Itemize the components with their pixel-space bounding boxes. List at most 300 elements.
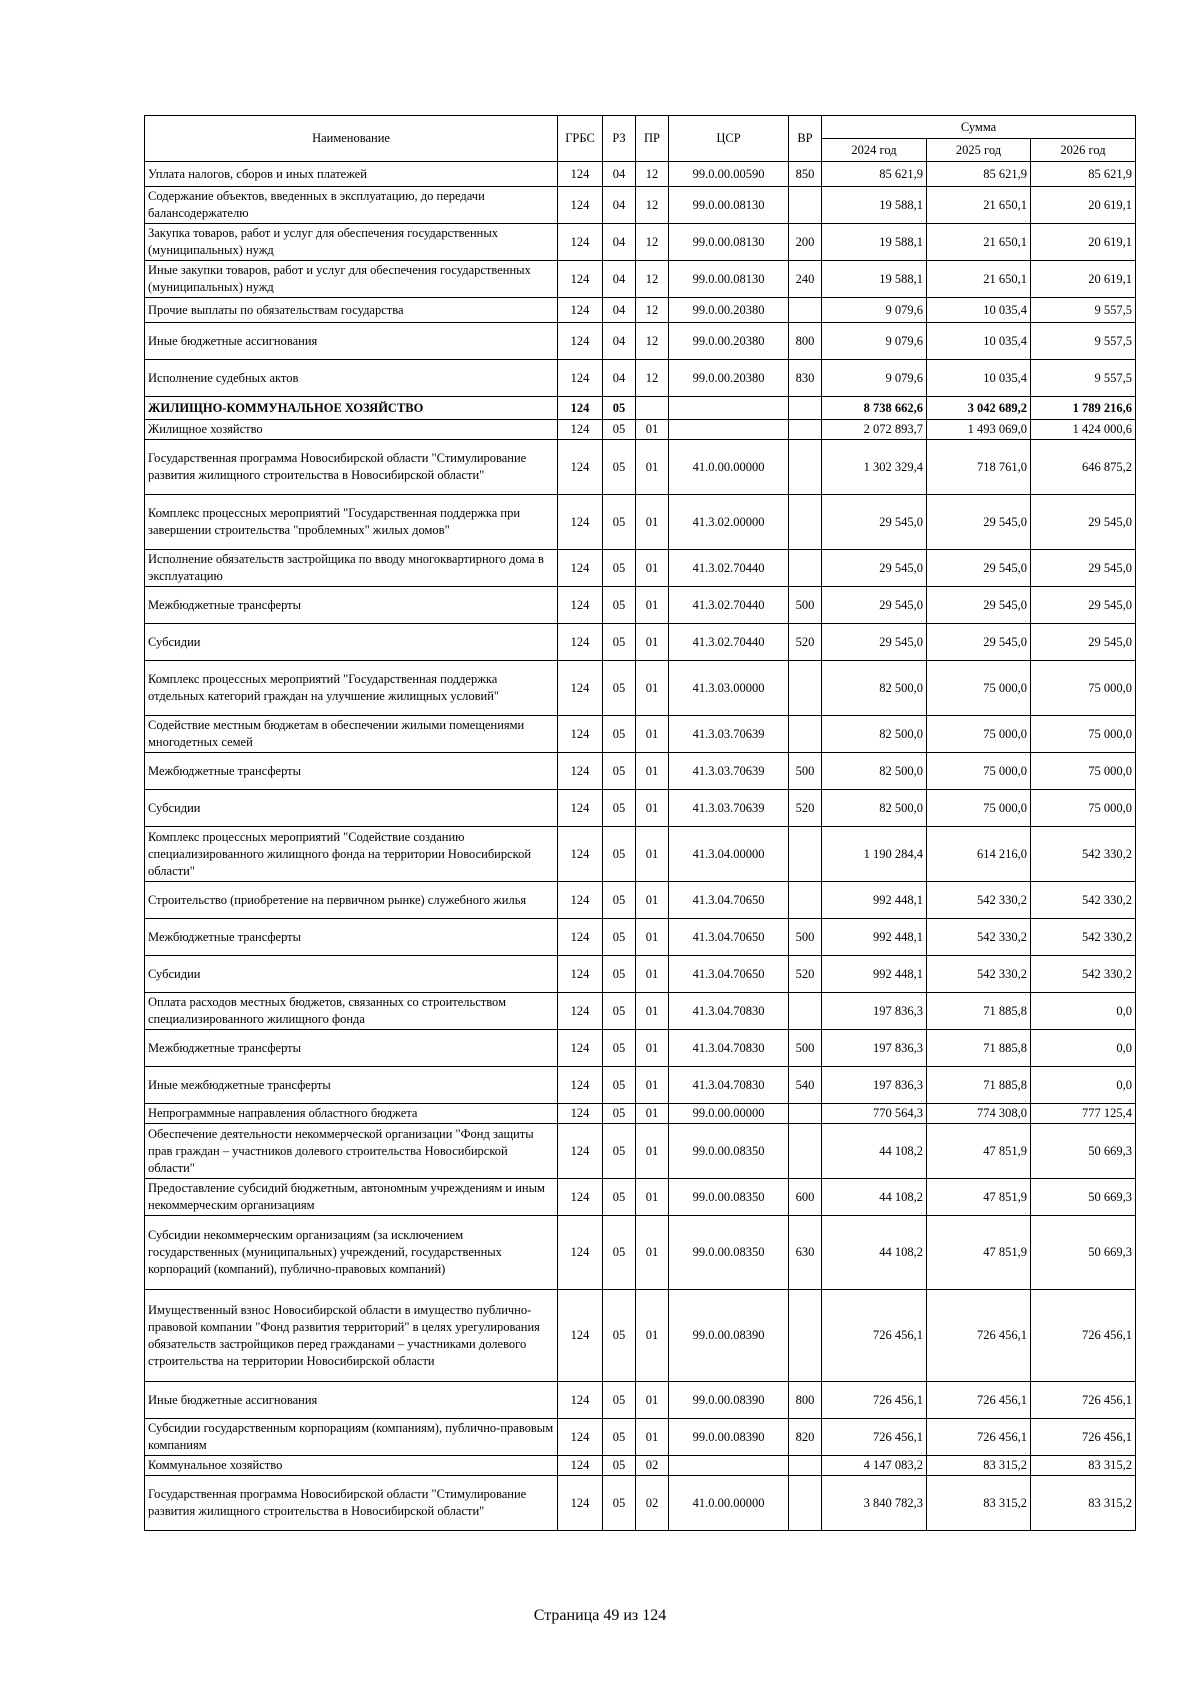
- row-rz: 05: [603, 1290, 636, 1382]
- row-sum-2024: 29 545,0: [822, 624, 927, 661]
- page-number: Страница 49 из 124: [533, 1607, 667, 1624]
- row-rz: 05: [603, 1124, 636, 1179]
- row-sum-2024: 29 545,0: [822, 550, 927, 587]
- table-row: [145, 162, 1136, 187]
- row-grbs: 124: [558, 1419, 603, 1456]
- row-vr: 800: [789, 323, 822, 360]
- row-name: Непрограммные направления областного бюджета: [145, 1104, 558, 1124]
- row-sum-2025: 726 456,1: [927, 1290, 1031, 1382]
- row-csr: 99.0.00.20380: [669, 298, 789, 323]
- row-sum-2026: 9 557,5: [1031, 323, 1136, 360]
- row-sum-2025: 10 035,4: [927, 323, 1031, 360]
- table-row: [145, 790, 1136, 827]
- row-sum-2026: 83 315,2: [1031, 1456, 1136, 1476]
- row-rz: 04: [603, 360, 636, 397]
- row-vr: [789, 1124, 822, 1179]
- row-rz: 04: [603, 162, 636, 187]
- row-pr: 12: [636, 298, 669, 323]
- row-pr: 12: [636, 261, 669, 298]
- row-pr: 01: [636, 993, 669, 1030]
- row-sum-2025: 21 650,1: [927, 224, 1031, 261]
- row-pr: 01: [636, 661, 669, 716]
- row-sum-2024: 9 079,6: [822, 323, 927, 360]
- row-sum-2026: 75 000,0: [1031, 753, 1136, 790]
- row-pr: 01: [636, 919, 669, 956]
- row-csr: 99.0.00.08130: [669, 261, 789, 298]
- row-sum-2026: 646 875,2: [1031, 440, 1136, 495]
- table-row: [145, 753, 1136, 790]
- row-rz: 04: [603, 224, 636, 261]
- row-sum-2025: 21 650,1: [927, 261, 1031, 298]
- row-sum-2026: 83 315,2: [1031, 1476, 1136, 1531]
- row-sum-2026: 726 456,1: [1031, 1290, 1136, 1382]
- row-pr: 01: [636, 1030, 669, 1067]
- row-rz: 05: [603, 1476, 636, 1531]
- row-csr: 41.3.04.70650: [669, 956, 789, 993]
- row-sum-2026: 0,0: [1031, 993, 1136, 1030]
- row-csr: 99.0.00.08350: [669, 1179, 789, 1216]
- header-name: Наименование: [145, 116, 558, 162]
- row-pr: 01: [636, 440, 669, 495]
- row-sum-2025: 542 330,2: [927, 956, 1031, 993]
- row-name: Комплекс процессных мероприятий "Государственная поддержка при завершении строительства "проблемных" жилых домов": [145, 495, 558, 550]
- row-sum-2026: 50 669,3: [1031, 1124, 1136, 1179]
- row-vr: 850: [789, 162, 822, 187]
- row-sum-2025: 726 456,1: [927, 1419, 1031, 1456]
- row-rz: 04: [603, 187, 636, 224]
- row-name: Жилищное хозяйство: [145, 420, 558, 440]
- table-row: [145, 187, 1136, 224]
- row-grbs: 124: [558, 956, 603, 993]
- table-row: [145, 420, 1136, 440]
- row-rz: 05: [603, 919, 636, 956]
- row-name: Субсидии некоммерческим организациям (за исключением государственных (муниципальных) учреждений, государственных корпораций (компаний), публично-правовых компаний): [145, 1216, 558, 1290]
- row-pr: 02: [636, 1476, 669, 1531]
- row-csr: 41.3.04.70830: [669, 1030, 789, 1067]
- row-grbs: 124: [558, 1030, 603, 1067]
- row-vr: [789, 1476, 822, 1531]
- row-sum-2025: 718 761,0: [927, 440, 1031, 495]
- row-sum-2024: 82 500,0: [822, 753, 927, 790]
- header-2025: 2025 год: [927, 139, 1031, 162]
- header-2024: 2024 год: [822, 139, 927, 162]
- row-sum-2025: 75 000,0: [927, 753, 1031, 790]
- row-sum-2024: 44 108,2: [822, 1179, 927, 1216]
- row-sum-2026: 1 789 216,6: [1031, 397, 1136, 420]
- row-grbs: 124: [558, 360, 603, 397]
- row-csr: 99.0.00.08390: [669, 1290, 789, 1382]
- row-name: Государственная программа Новосибирской области "Стимулирование развития жилищного строительства в Новосибирской области": [145, 440, 558, 495]
- row-grbs: 124: [558, 323, 603, 360]
- row-csr: 41.3.02.70440: [669, 550, 789, 587]
- row-rz: 05: [603, 1382, 636, 1419]
- row-csr: 41.3.04.70830: [669, 993, 789, 1030]
- table-row: [145, 224, 1136, 261]
- row-csr: 99.0.00.08130: [669, 224, 789, 261]
- row-sum-2025: 1 493 069,0: [927, 420, 1031, 440]
- row-rz: 05: [603, 495, 636, 550]
- row-vr: 520: [789, 624, 822, 661]
- table-header: [145, 116, 1136, 162]
- row-sum-2025: 75 000,0: [927, 661, 1031, 716]
- row-sum-2024: 992 448,1: [822, 956, 927, 993]
- row-name: Предоставление субсидий бюджетным, автономным учреждениям и иным некоммерческим организациям: [145, 1179, 558, 1216]
- row-grbs: 124: [558, 1179, 603, 1216]
- row-pr: 01: [636, 716, 669, 753]
- row-csr: 99.0.00.08350: [669, 1124, 789, 1179]
- row-sum-2024: 19 588,1: [822, 187, 927, 224]
- row-grbs: 124: [558, 397, 603, 420]
- row-sum-2024: 29 545,0: [822, 587, 927, 624]
- row-grbs: 124: [558, 827, 603, 882]
- row-csr: [669, 420, 789, 440]
- row-rz: 05: [603, 1067, 636, 1104]
- row-sum-2025: 29 545,0: [927, 587, 1031, 624]
- row-rz: 05: [603, 1216, 636, 1290]
- row-vr: 500: [789, 919, 822, 956]
- row-sum-2024: 3 840 782,3: [822, 1476, 927, 1531]
- row-sum-2026: 75 000,0: [1031, 661, 1136, 716]
- row-vr: 500: [789, 587, 822, 624]
- row-csr: 99.0.00.08390: [669, 1419, 789, 1456]
- row-grbs: 124: [558, 261, 603, 298]
- row-sum-2025: 542 330,2: [927, 882, 1031, 919]
- row-sum-2024: 197 836,3: [822, 1030, 927, 1067]
- row-sum-2025: 85 621,9: [927, 162, 1031, 187]
- row-vr: 520: [789, 956, 822, 993]
- row-rz: 04: [603, 298, 636, 323]
- row-sum-2026: 20 619,1: [1031, 224, 1136, 261]
- row-rz: 05: [603, 827, 636, 882]
- row-grbs: 124: [558, 440, 603, 495]
- table-row: [145, 1216, 1136, 1290]
- row-vr: 800: [789, 1382, 822, 1419]
- row-sum-2024: 82 500,0: [822, 716, 927, 753]
- row-vr: [789, 298, 822, 323]
- budget-table: [144, 115, 1136, 1531]
- table-row: [145, 882, 1136, 919]
- row-vr: [789, 716, 822, 753]
- row-name: Закупка товаров, работ и услуг для обеспечения государственных (муниципальных) нужд: [145, 224, 558, 261]
- row-sum-2026: 29 545,0: [1031, 624, 1136, 661]
- row-pr: 01: [636, 495, 669, 550]
- row-sum-2026: 9 557,5: [1031, 360, 1136, 397]
- row-sum-2026: 0,0: [1031, 1030, 1136, 1067]
- row-name: Государственная программа Новосибирской области "Стимулирование развития жилищного строительства в Новосибирской области": [145, 1476, 558, 1531]
- header-grbs: ГРБС: [558, 116, 603, 162]
- table-row: [145, 716, 1136, 753]
- row-sum-2025: 10 035,4: [927, 298, 1031, 323]
- row-sum-2026: 20 619,1: [1031, 187, 1136, 224]
- row-csr: 41.3.02.70440: [669, 624, 789, 661]
- table-row: [145, 550, 1136, 587]
- table-row: [145, 440, 1136, 495]
- row-sum-2024: 726 456,1: [822, 1382, 927, 1419]
- row-rz: 05: [603, 420, 636, 440]
- table-row: [145, 1067, 1136, 1104]
- row-sum-2024: 85 621,9: [822, 162, 927, 187]
- row-csr: 41.3.04.00000: [669, 827, 789, 882]
- row-sum-2025: 71 885,8: [927, 993, 1031, 1030]
- row-vr: [789, 882, 822, 919]
- table-row: [145, 1476, 1136, 1531]
- row-vr: 520: [789, 790, 822, 827]
- table-row: [145, 587, 1136, 624]
- row-pr: 01: [636, 1290, 669, 1382]
- row-sum-2026: 75 000,0: [1031, 790, 1136, 827]
- row-sum-2025: 75 000,0: [927, 790, 1031, 827]
- row-sum-2026: 726 456,1: [1031, 1382, 1136, 1419]
- row-sum-2025: 726 456,1: [927, 1382, 1031, 1419]
- row-grbs: 124: [558, 298, 603, 323]
- row-sum-2025: 542 330,2: [927, 919, 1031, 956]
- row-vr: 820: [789, 1419, 822, 1456]
- row-pr: 12: [636, 162, 669, 187]
- table-row: [145, 624, 1136, 661]
- row-rz: 05: [603, 587, 636, 624]
- row-sum-2026: 777 125,4: [1031, 1104, 1136, 1124]
- row-pr: 01: [636, 753, 669, 790]
- row-name: Содержание объектов, введенных в эксплуатацию, до передачи балансодержателю: [145, 187, 558, 224]
- row-grbs: 124: [558, 882, 603, 919]
- row-csr: 41.3.02.70440: [669, 587, 789, 624]
- table-row: [145, 1179, 1136, 1216]
- row-sum-2025: 10 035,4: [927, 360, 1031, 397]
- row-csr: [669, 397, 789, 420]
- row-csr: 99.0.00.20380: [669, 360, 789, 397]
- row-grbs: 124: [558, 162, 603, 187]
- row-pr: 01: [636, 790, 669, 827]
- row-name: Межбюджетные трансферты: [145, 587, 558, 624]
- row-sum-2026: 29 545,0: [1031, 550, 1136, 587]
- row-csr: 41.0.00.00000: [669, 1476, 789, 1531]
- row-name: Уплата налогов, сборов и иных платежей: [145, 162, 558, 187]
- table-row: [145, 1030, 1136, 1067]
- row-rz: 05: [603, 1179, 636, 1216]
- row-rz: 05: [603, 1104, 636, 1124]
- row-sum-2024: 992 448,1: [822, 919, 927, 956]
- row-rz: 05: [603, 661, 636, 716]
- row-name: Субсидии государственным корпорациям (компаниям), публично-правовым компаниям: [145, 1419, 558, 1456]
- row-grbs: 124: [558, 587, 603, 624]
- row-rz: 05: [603, 882, 636, 919]
- header-pr: ПР: [636, 116, 669, 162]
- row-sum-2026: 542 330,2: [1031, 827, 1136, 882]
- row-sum-2024: 2 072 893,7: [822, 420, 927, 440]
- table-row: [145, 360, 1136, 397]
- row-sum-2025: 47 851,9: [927, 1179, 1031, 1216]
- row-sum-2026: 542 330,2: [1031, 956, 1136, 993]
- row-vr: [789, 397, 822, 420]
- row-csr: 41.3.02.00000: [669, 495, 789, 550]
- row-vr: 500: [789, 753, 822, 790]
- row-name: Иные закупки товаров, работ и услуг для обеспечения государственных (муниципальных) нужд: [145, 261, 558, 298]
- row-vr: [789, 440, 822, 495]
- row-rz: 05: [603, 753, 636, 790]
- row-vr: [789, 827, 822, 882]
- row-pr: 01: [636, 1124, 669, 1179]
- row-vr: 830: [789, 360, 822, 397]
- row-csr: 41.3.04.70830: [669, 1067, 789, 1104]
- table-row: [145, 956, 1136, 993]
- row-pr: 01: [636, 956, 669, 993]
- row-sum-2026: 0,0: [1031, 1067, 1136, 1104]
- row-csr: 41.3.04.70650: [669, 919, 789, 956]
- row-name: Субсидии: [145, 790, 558, 827]
- row-sum-2025: 47 851,9: [927, 1124, 1031, 1179]
- table-row: [145, 1290, 1136, 1382]
- row-name: Иные межбюджетные трансферты: [145, 1067, 558, 1104]
- row-vr: [789, 550, 822, 587]
- row-pr: 01: [636, 1382, 669, 1419]
- row-rz: 05: [603, 397, 636, 420]
- row-sum-2025: 71 885,8: [927, 1030, 1031, 1067]
- row-sum-2025: 47 851,9: [927, 1216, 1031, 1290]
- table-row: [145, 1124, 1136, 1179]
- row-sum-2024: 19 588,1: [822, 224, 927, 261]
- header-vr: ВР: [789, 116, 822, 162]
- row-name: Комплекс процессных мероприятий "Содействие созданию специализированного жилищного фонда на территории Новосибирской области": [145, 827, 558, 882]
- row-name: ЖИЛИЩНО-КОММУНАЛЬНОЕ ХОЗЯЙСТВО: [145, 397, 558, 420]
- table-row: [145, 1456, 1136, 1476]
- row-pr: 01: [636, 827, 669, 882]
- row-sum-2026: 20 619,1: [1031, 261, 1136, 298]
- row-sum-2024: 19 588,1: [822, 261, 927, 298]
- row-sum-2025: 29 545,0: [927, 550, 1031, 587]
- row-rz: 05: [603, 1030, 636, 1067]
- row-sum-2026: 85 621,9: [1031, 162, 1136, 187]
- row-sum-2025: 29 545,0: [927, 624, 1031, 661]
- row-sum-2026: 50 669,3: [1031, 1179, 1136, 1216]
- row-rz: 05: [603, 1456, 636, 1476]
- row-sum-2024: 992 448,1: [822, 882, 927, 919]
- row-name: Комплекс процессных мероприятий "Государственная поддержка отдельных категорий граждан на улучшение жилищных условий": [145, 661, 558, 716]
- row-name: Иные бюджетные ассигнования: [145, 1382, 558, 1419]
- row-rz: 04: [603, 261, 636, 298]
- row-vr: [789, 420, 822, 440]
- row-grbs: 124: [558, 1124, 603, 1179]
- row-grbs: 124: [558, 1216, 603, 1290]
- row-sum-2024: 29 545,0: [822, 495, 927, 550]
- row-csr: 99.0.00.08350: [669, 1216, 789, 1290]
- row-sum-2026: 75 000,0: [1031, 716, 1136, 753]
- row-name: Иные бюджетные ассигнования: [145, 323, 558, 360]
- row-csr: [669, 1456, 789, 1476]
- row-csr: 99.0.00.00590: [669, 162, 789, 187]
- row-grbs: 124: [558, 1104, 603, 1124]
- row-grbs: 124: [558, 1456, 603, 1476]
- row-name: Субсидии: [145, 956, 558, 993]
- row-vr: [789, 1456, 822, 1476]
- row-vr: [789, 993, 822, 1030]
- row-pr: 02: [636, 1456, 669, 1476]
- row-sum-2025: 71 885,8: [927, 1067, 1031, 1104]
- row-pr: 01: [636, 882, 669, 919]
- row-sum-2024: 8 738 662,6: [822, 397, 927, 420]
- row-pr: 12: [636, 187, 669, 224]
- row-sum-2026: 726 456,1: [1031, 1419, 1136, 1456]
- row-grbs: 124: [558, 420, 603, 440]
- row-grbs: 124: [558, 1476, 603, 1531]
- row-grbs: 124: [558, 187, 603, 224]
- table-row: [145, 661, 1136, 716]
- row-vr: [789, 661, 822, 716]
- row-grbs: 124: [558, 1067, 603, 1104]
- row-sum-2024: 4 147 083,2: [822, 1456, 927, 1476]
- row-grbs: 124: [558, 753, 603, 790]
- row-name: Межбюджетные трансферты: [145, 753, 558, 790]
- row-sum-2025: 3 042 689,2: [927, 397, 1031, 420]
- row-sum-2024: 726 456,1: [822, 1290, 927, 1382]
- table-row: [145, 495, 1136, 550]
- row-sum-2026: 1 424 000,6: [1031, 420, 1136, 440]
- row-name: Исполнение обязательств застройщика по вводу многоквартирного дома в эксплуатацию: [145, 550, 558, 587]
- table-row: [145, 919, 1136, 956]
- row-rz: 05: [603, 550, 636, 587]
- row-csr: 41.3.04.70650: [669, 882, 789, 919]
- row-sum-2024: 197 836,3: [822, 993, 927, 1030]
- row-name: Межбюджетные трансферты: [145, 919, 558, 956]
- row-pr: 01: [636, 420, 669, 440]
- row-sum-2024: 197 836,3: [822, 1067, 927, 1104]
- row-name: Прочие выплаты по обязательствам государства: [145, 298, 558, 323]
- row-rz: 05: [603, 1419, 636, 1456]
- row-csr: 99.0.00.08130: [669, 187, 789, 224]
- row-sum-2024: 1 190 284,4: [822, 827, 927, 882]
- row-sum-2025: 83 315,2: [927, 1476, 1031, 1531]
- row-grbs: 124: [558, 919, 603, 956]
- table-row: [145, 827, 1136, 882]
- row-pr: 12: [636, 224, 669, 261]
- row-rz: 05: [603, 993, 636, 1030]
- row-name: Оплата расходов местных бюджетов, связанных со строительством специализированного жилищного фонда: [145, 993, 558, 1030]
- header-2026: 2026 год: [1031, 139, 1136, 162]
- row-grbs: 124: [558, 224, 603, 261]
- row-grbs: 124: [558, 1290, 603, 1382]
- row-csr: 41.3.03.70639: [669, 716, 789, 753]
- row-csr: 41.0.00.00000: [669, 440, 789, 495]
- row-csr: 99.0.00.08390: [669, 1382, 789, 1419]
- row-sum-2026: 542 330,2: [1031, 882, 1136, 919]
- table-row: [145, 261, 1136, 298]
- table-row: [145, 298, 1136, 323]
- row-sum-2024: 9 079,6: [822, 298, 927, 323]
- row-csr: 99.0.00.20380: [669, 323, 789, 360]
- table-row: [145, 323, 1136, 360]
- row-name: Содействие местным бюджетам в обеспечении жилыми помещениями многодетных семей: [145, 716, 558, 753]
- row-vr: [789, 187, 822, 224]
- header-rz: РЗ: [603, 116, 636, 162]
- row-grbs: 124: [558, 716, 603, 753]
- row-pr: 01: [636, 1067, 669, 1104]
- row-grbs: 124: [558, 993, 603, 1030]
- row-pr: 01: [636, 1179, 669, 1216]
- row-pr: 01: [636, 624, 669, 661]
- row-sum-2024: 726 456,1: [822, 1419, 927, 1456]
- row-sum-2026: 542 330,2: [1031, 919, 1136, 956]
- table-row: [145, 993, 1136, 1030]
- row-rz: 05: [603, 624, 636, 661]
- row-vr: 500: [789, 1030, 822, 1067]
- row-pr: 01: [636, 1419, 669, 1456]
- row-grbs: 124: [558, 790, 603, 827]
- row-grbs: 124: [558, 1382, 603, 1419]
- table-row: [145, 1104, 1136, 1124]
- row-sum-2024: 1 302 329,4: [822, 440, 927, 495]
- row-rz: 05: [603, 716, 636, 753]
- row-name: Коммунальное хозяйство: [145, 1456, 558, 1476]
- row-sum-2025: 75 000,0: [927, 716, 1031, 753]
